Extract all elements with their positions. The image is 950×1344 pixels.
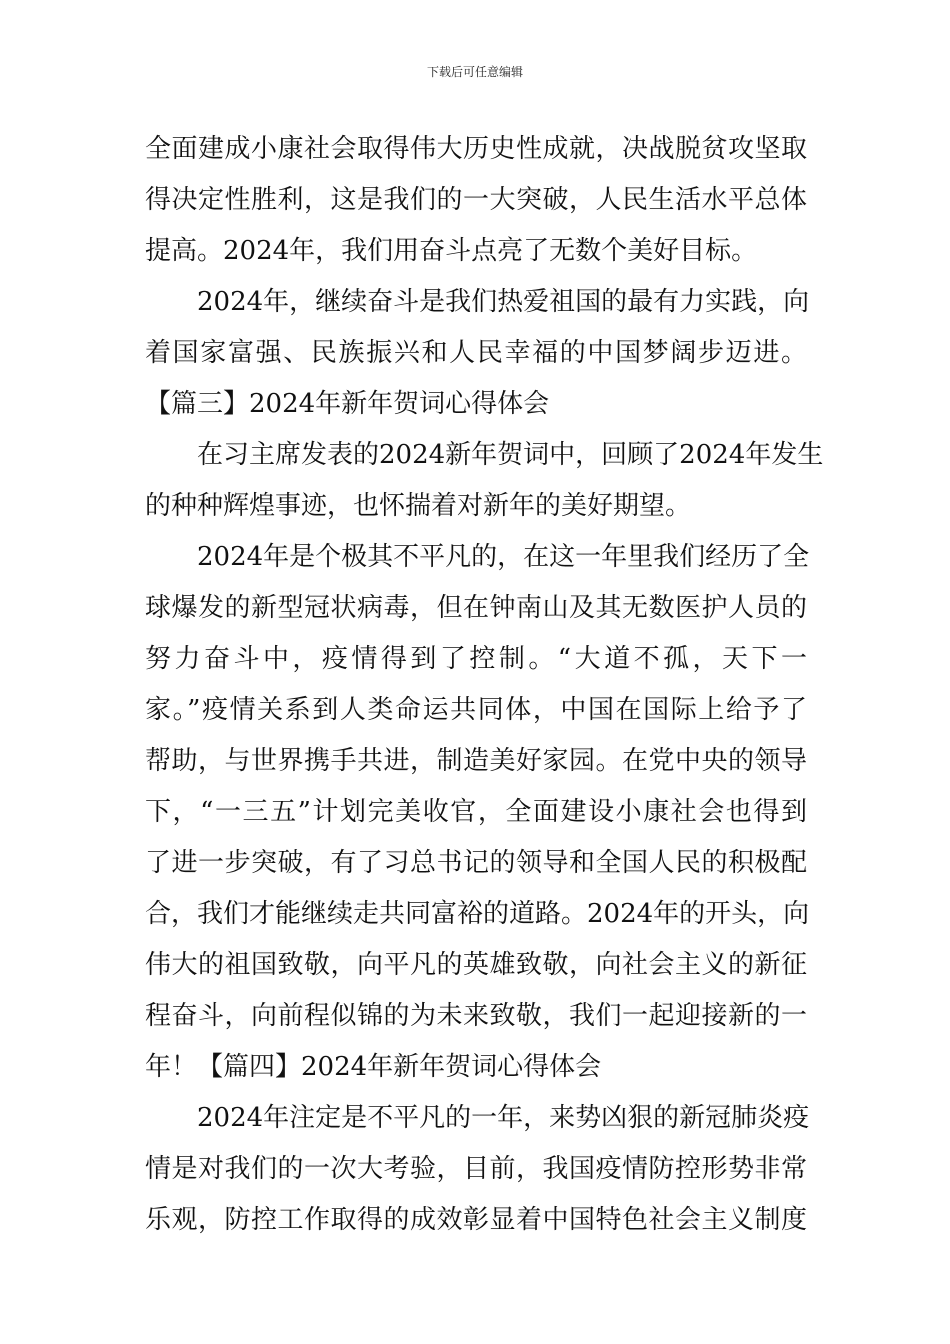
text-line: 提高。2024年，我们用奋斗点亮了无数个美好目标。	[145, 236, 758, 266]
text-line: 合，我们才能继续走共同富裕的道路。2024年的开头，向	[145, 899, 810, 929]
text-line: 乐观，防控工作取得的成效彰显着中国特色社会主义制度	[145, 1205, 807, 1235]
text-line: 的种种辉煌事迹，也怀揣着对新年的美好期望。	[145, 491, 692, 521]
section-heading: 年！【篇四】2024年新年贺词心得体会	[145, 1052, 602, 1082]
text-line: 球爆发的新型冠状病毒，但在钟南山及其无数医护人员的	[145, 593, 807, 623]
text-line: 2024年是个极其不平凡的，在这一年里我们经历了全	[197, 542, 810, 572]
text-line: 得决定性胜利，这是我们的一大突破，人民生活水平总体	[145, 185, 807, 215]
text-line: 2024年，继续奋斗是我们热爱祖国的最有力实践，向	[197, 287, 810, 317]
document-body	[145, 124, 824, 1246]
text-line: 伟大的祖国致敬，向平凡的英雄致敬，向社会主义的新征	[145, 950, 807, 980]
text-line: 程奋斗，向前程似锦的为未来致敬，我们一起迎接新的一	[145, 1001, 807, 1031]
text-line: 下，“一三五”计划完美收官，全面建设小康社会也得到	[145, 797, 807, 827]
text-line: 家。”疫情关系到人类命运共同体，中国在国际上给予了	[145, 695, 807, 725]
text-line: 努力奋斗中，疫情得到了控制。“大道不孤，天下一	[145, 644, 807, 674]
text-line: 2024年注定是不平凡的一年，来势凶狠的新冠肺炎疫	[197, 1103, 810, 1133]
text-line: 了进一步突破，有了习总书记的领导和全国人民的积极配	[145, 848, 807, 878]
text-line: 帮助，与世界携手共进，制造美好家园。在党中央的领导	[145, 746, 807, 776]
page-header-note: 下载后可任意编辑	[426, 65, 523, 79]
text-line: 着国家富强、民族振兴和人民幸福的中国梦阔步迈进。	[145, 338, 807, 368]
text-line: 全面建成小康社会取得伟大历史性成就，决战脱贫攻坚取	[145, 134, 807, 164]
text-line: 情是对我们的一次大考验，目前，我国疫情防控形势非常	[145, 1154, 807, 1184]
section-heading: 【篇三】2024年新年贺词心得体会	[145, 389, 550, 419]
text-line: 在习主席发表的2024新年贺词中，回顾了2024年发生	[197, 440, 824, 470]
